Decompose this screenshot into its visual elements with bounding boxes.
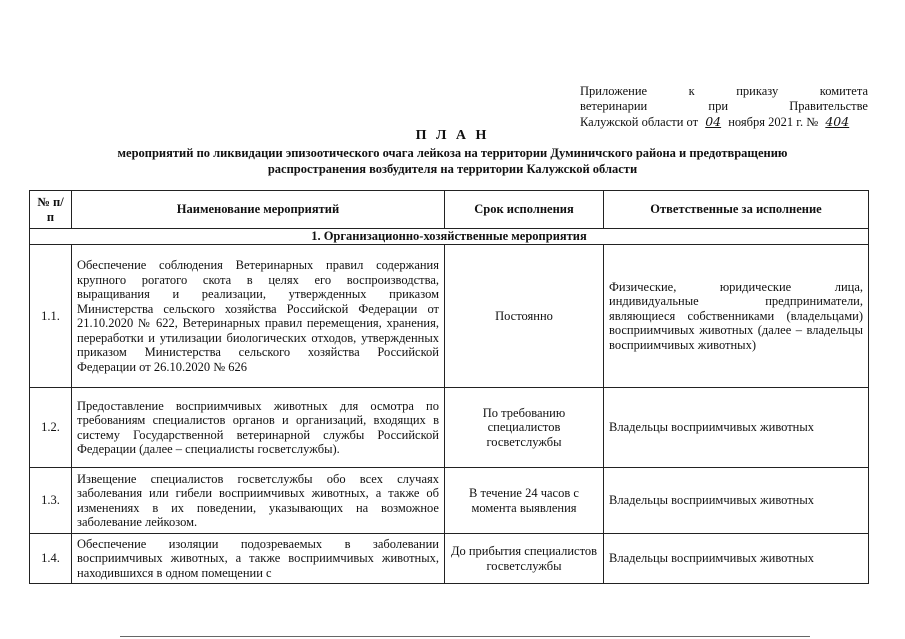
appendix-word: при: [708, 99, 729, 113]
appendix-word: Приложение: [580, 84, 648, 98]
appendix-note: [580, 84, 868, 130]
appendix-line-2: [580, 99, 868, 114]
appendix-date-prefix: Калужской области от: [580, 115, 699, 129]
plan-table: [29, 190, 869, 584]
header-resp: Ответственные за исполнение: [604, 191, 869, 229]
appendix-word: Правительстве: [789, 99, 868, 113]
row-responsible: Физические, юридические лица, индивидуальные предприниматели, являющиеся собственниками (владельцами) восприимчивых животных (далее – владельцы восприимчивых животных): [604, 245, 869, 388]
row-activity: Извещение специалистов госветслужбы обо всех случаях заболевания или гибели восприимчивых животных, а также об изменениях в их поведении, указывающих на возможное заболевание лейкозом.: [72, 468, 445, 534]
row-number: 1.2.: [30, 388, 72, 468]
table-row: [30, 245, 869, 388]
table-row: [30, 468, 869, 534]
table-row: [30, 388, 869, 468]
row-term: До прибытия специалистов госветслужбы: [445, 534, 604, 584]
document-subtitle-line-2: распространения возбудителя на территории Калужской области: [267, 162, 638, 176]
page-bottom-rule: [120, 636, 810, 637]
document-title: П Л А Н: [415, 128, 490, 143]
handwritten-order-number: 404: [825, 114, 850, 129]
row-term: В течение 24 часов с момента выявления: [445, 468, 604, 534]
handwritten-day: 04: [705, 114, 722, 129]
appendix-word: к: [688, 84, 695, 98]
row-number: 1.1.: [30, 245, 72, 388]
header-name: Наименование мероприятий: [72, 191, 445, 229]
header-num: № п/п: [30, 191, 72, 229]
row-activity: Предоставление восприимчивых животных для осмотра по требованиям специалистов органов и организаций, входящих в систему Государственной ветеринарной службы Российской Федерации (далее – специалисты госветслужбы).: [72, 388, 445, 468]
document-subtitle-line-1: мероприятий по ликвидации эпизоотического очага лейкоза на территории Думиничского района и предотвращению: [117, 146, 788, 160]
appendix-word: комитета: [819, 84, 868, 98]
row-responsible: Владельцы восприимчивых животных: [604, 534, 869, 584]
table-header-row: [30, 191, 869, 229]
row-responsible: Владельцы восприимчивых животных: [604, 468, 869, 534]
appendix-line-1: [580, 84, 868, 99]
row-responsible: Владельцы восприимчивых животных: [604, 388, 869, 468]
appendix-date-mid: ноября 2021 г. №: [728, 115, 819, 129]
appendix-word: приказу: [736, 84, 779, 98]
row-term: По требованию специалистов госветслужбы: [445, 388, 604, 468]
row-activity: Обеспечение соблюдения Ветеринарных правил содержания крупного рогатого скота в целях его воспроизводства, выращивания и реализации, утвержденных приказом Министерства сельского хозяйства Российской Федерации от 21.10.2020 № 622, Ветеринарных правил перемещения, хранения, переработки и утилизации биологических отходов, утвержденных приказом Министерства сельского хозяйства Российской Федерации от 26.10.2020 № 626: [72, 245, 445, 388]
header-term: Срок исполнения: [445, 191, 604, 229]
row-number: 1.3.: [30, 468, 72, 534]
row-number: 1.4.: [30, 534, 72, 584]
table-row: [30, 534, 869, 584]
section-title: 1. Организационно-хозяйственные мероприятия: [30, 229, 869, 245]
row-activity: Обеспечение изоляции подозреваемых в заболевании восприимчивых животных, а также восприимчивых животных, находившихся в одном помещении с: [72, 534, 445, 584]
appendix-word: ветеринарии: [580, 99, 648, 113]
section-row: [30, 229, 869, 245]
row-term: Постоянно: [445, 245, 604, 388]
